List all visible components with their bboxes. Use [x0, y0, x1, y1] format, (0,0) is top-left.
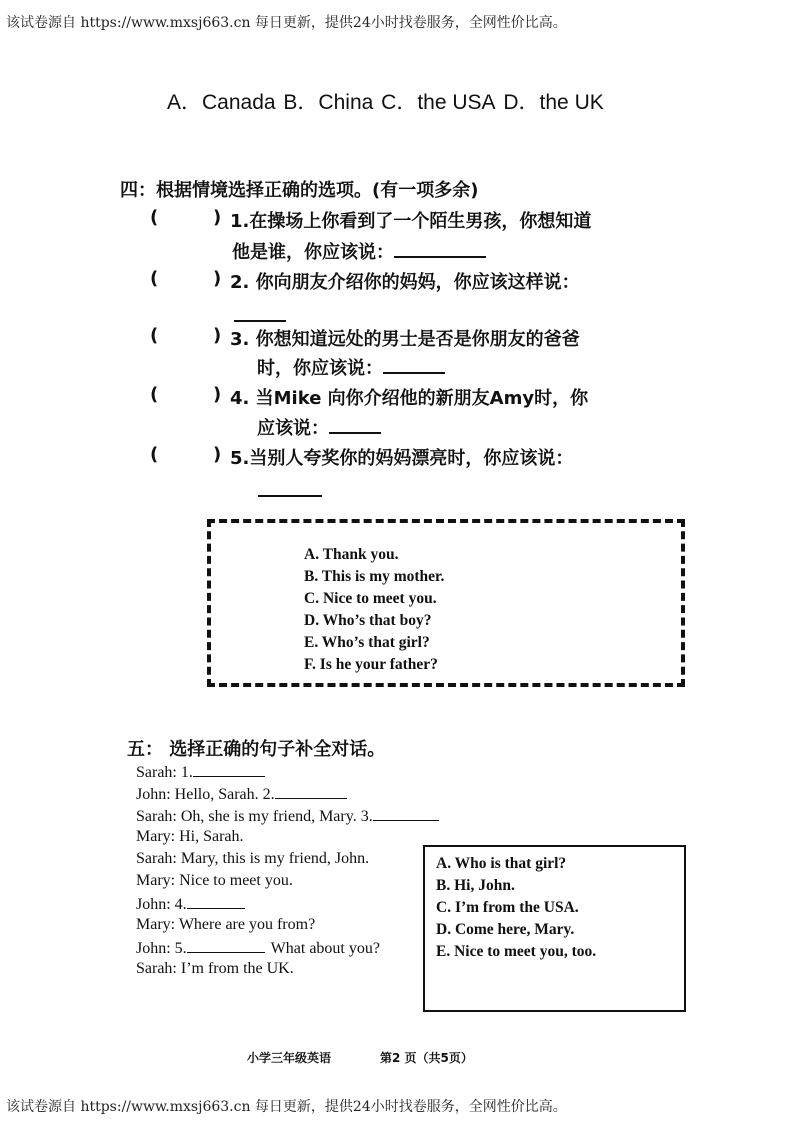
section4-options-box — [207, 519, 685, 687]
dialog-text-9-tail: What about you? — [270, 940, 380, 957]
option-d: D．the UK — [503, 91, 604, 114]
answer-blank-3[interactable] — [383, 354, 445, 374]
answer-paren-close-4: ) — [213, 384, 222, 405]
question-1-line2 — [232, 238, 486, 264]
section4-title: 四：根据情境选择正确的选项。(有一项多余) — [120, 180, 479, 201]
dialog-line-5: Sarah: Mary, this is my friend, John. — [136, 850, 370, 867]
dialog-blank-4[interactable] — [187, 894, 245, 909]
answer-paren-open-2: ( — [150, 268, 159, 289]
option-a: A．Canada — [167, 91, 276, 114]
footer-page-number: 第2 页（共5页） — [380, 1051, 473, 1065]
dialog-line-1 — [136, 762, 265, 782]
answer-paren-close-2: ) — [213, 268, 222, 289]
section4-option-f: F. Is he your father? — [304, 656, 438, 673]
dialog-text-3: Sarah: Oh, she is my friend, Mary. 3. — [136, 808, 373, 825]
section5-option-c: C. I’m from the USA. — [436, 899, 579, 916]
footer-grade: 小学三年级英语 — [247, 1051, 332, 1065]
dialog-line-4: Mary: Hi, Sarah. — [136, 828, 244, 845]
section4-option-b: B. This is my mother. — [304, 568, 445, 585]
answer-paren-close-5: ) — [213, 444, 222, 465]
dialog-line-7 — [136, 894, 245, 914]
question-4-line2 — [257, 414, 381, 440]
question-4-text: 应该说： — [257, 418, 329, 439]
bottom-banner: 该试卷源自 https://www.mxsj663.cn 每日更新，提供24小时找卷服务，全网性价比高。 — [6, 1099, 567, 1115]
previous-question-options — [167, 86, 606, 116]
answer-blank-2[interactable] — [234, 302, 286, 322]
question-3-text: 时，你应该说： — [257, 358, 383, 379]
section5-option-b: B. Hi, John. — [436, 877, 515, 894]
option-b: B．China — [283, 91, 374, 114]
question-3-line1: 3. 你想知道远处的男士是否是你朋友的爸爸 — [230, 329, 580, 350]
answer-paren-open-1: ( — [150, 207, 159, 228]
answer-blank-4[interactable] — [329, 414, 381, 434]
section4-option-e: E. Who’s that girl? — [304, 634, 430, 651]
dialog-line-3 — [136, 806, 439, 826]
dialog-line-2 — [136, 784, 347, 804]
answer-paren-close-3: ) — [213, 325, 222, 346]
question-5-line1: 5.当别人夸奖你的妈妈漂亮时，你应该说： — [230, 448, 574, 469]
question-1-line1: 1.在操场上你看到了一个陌生男孩，你想知道 — [230, 211, 592, 232]
section5-option-a: A. Who is that girl? — [436, 855, 567, 872]
dialog-text-1: Sarah: 1. — [136, 764, 193, 781]
section4-option-a: A. Thank you. — [304, 546, 399, 563]
dialog-text-7: John: 4. — [136, 896, 187, 913]
question-4-line1: 4. 当Mike 向你介绍他的新朋友Amy时，你 — [230, 388, 589, 409]
dialog-blank-2[interactable] — [275, 784, 347, 799]
section5-title: 五： 选择正确的句子补全对话。 — [127, 739, 386, 760]
answer-blank-1[interactable] — [394, 238, 486, 258]
answer-paren-close-1: ) — [213, 207, 222, 228]
dialog-blank-1[interactable] — [193, 762, 265, 777]
section4-option-d: D. Who’s that boy? — [304, 612, 432, 629]
dialog-blank-5[interactable] — [187, 938, 265, 953]
answer-paren-open-3: ( — [150, 325, 159, 346]
dialog-line-8: Mary: Where are you from? — [136, 916, 316, 933]
question-2-line1: 2. 你向朋友介绍你的妈妈，你应该这样说： — [230, 272, 580, 293]
dialog-line-9 — [136, 938, 380, 958]
section4-option-c: C. Nice to meet you. — [304, 590, 437, 607]
question-1-text: 他是谁，你应该说： — [232, 242, 394, 263]
answer-paren-open-4: ( — [150, 384, 159, 405]
answer-paren-open-5: ( — [150, 444, 159, 465]
dialog-line-6: Mary: Nice to meet you. — [136, 872, 293, 889]
dialog-text-2: John: Hello, Sarah. 2. — [136, 786, 275, 803]
dialog-line-10: Sarah: I’m from the UK. — [136, 960, 294, 977]
option-c: C．the USA — [381, 91, 496, 114]
question-3-line2 — [257, 354, 445, 380]
answer-blank-5[interactable] — [258, 477, 322, 497]
section5-option-d: D. Come here, Mary. — [436, 921, 575, 938]
dialog-text-9: John: 5. — [136, 940, 187, 957]
dialog-blank-3[interactable] — [373, 806, 439, 821]
top-banner: 该试卷源自 https://www.mxsj663.cn 每日更新，提供24小时找卷服务，全网性价比高。 — [6, 15, 567, 31]
section5-option-e: E. Nice to meet you, too. — [436, 943, 597, 960]
